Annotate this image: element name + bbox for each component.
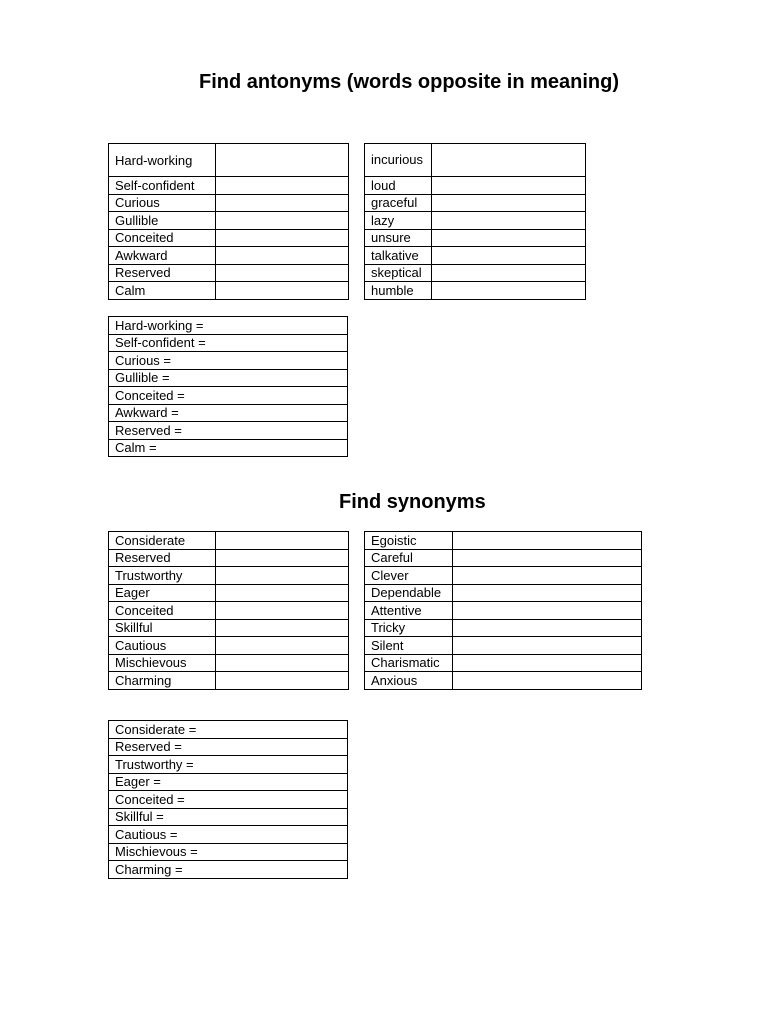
word-cell: humble <box>365 282 432 300</box>
table-row <box>365 567 642 585</box>
answer-cell[interactable] <box>432 212 586 230</box>
answer-cell[interactable] <box>453 584 642 602</box>
table-row <box>365 212 586 230</box>
answer-cell[interactable] <box>453 532 642 550</box>
fill-in-cell[interactable]: Hard-working = <box>109 317 348 335</box>
table-row <box>109 264 349 282</box>
synonyms-right-table <box>364 531 642 690</box>
word-cell: Self-confident <box>109 177 216 195</box>
word-cell: lazy <box>365 212 432 230</box>
table-row <box>109 317 348 335</box>
fill-in-cell[interactable]: Charming = <box>109 861 348 879</box>
word-cell: Egoistic <box>365 532 453 550</box>
antonyms-right-table <box>364 143 586 300</box>
word-cell: Mischievous <box>109 654 216 672</box>
table-row <box>109 738 348 756</box>
table-row <box>109 194 349 212</box>
table-row <box>109 212 349 230</box>
fill-in-cell[interactable]: Skillful = <box>109 808 348 826</box>
antonyms-fill-in-table <box>108 316 348 457</box>
word-cell: Dependable <box>365 584 453 602</box>
table-row <box>365 264 586 282</box>
answer-cell[interactable] <box>216 282 349 300</box>
answer-cell[interactable] <box>453 619 642 637</box>
word-cell: loud <box>365 177 432 195</box>
table-row <box>109 808 348 826</box>
table-row <box>109 756 348 774</box>
word-cell: unsure <box>365 229 432 247</box>
table-row <box>109 532 349 550</box>
word-cell: incurious <box>365 144 432 177</box>
word-cell: Silent <box>365 637 453 655</box>
word-cell: Trustworthy <box>109 567 216 585</box>
table-row <box>109 422 348 440</box>
answer-cell[interactable] <box>216 567 349 585</box>
fill-in-cell[interactable]: Curious = <box>109 352 348 370</box>
table-row <box>109 404 348 422</box>
antonyms-title: Find antonyms (words opposite in meaning) <box>199 71 620 93</box>
fill-in-cell[interactable]: Mischievous = <box>109 843 348 861</box>
table-row <box>109 387 348 405</box>
fill-in-cell[interactable]: Conceited = <box>109 791 348 809</box>
answer-cell[interactable] <box>216 144 349 177</box>
table-row <box>109 369 348 387</box>
table-row <box>109 177 349 195</box>
word-cell: Clever <box>365 567 453 585</box>
table-row <box>109 439 348 457</box>
fill-in-cell[interactable]: Reserved = <box>109 422 348 440</box>
word-cell: Anxious <box>365 672 453 690</box>
fill-in-cell[interactable]: Reserved = <box>109 738 348 756</box>
table-row <box>109 791 348 809</box>
word-cell: talkative <box>365 247 432 265</box>
word-cell: Reserved <box>109 264 216 282</box>
answer-cell[interactable] <box>432 282 586 300</box>
word-cell: Conceited <box>109 229 216 247</box>
synonyms-fill-in-table <box>108 720 348 879</box>
table-row <box>365 177 586 195</box>
table-row <box>109 654 349 672</box>
table-row <box>365 247 586 265</box>
fill-in-cell[interactable]: Trustworthy = <box>109 756 348 774</box>
table-row <box>109 334 348 352</box>
answer-cell[interactable] <box>216 212 349 230</box>
synonyms-left-table <box>108 531 349 690</box>
answer-cell[interactable] <box>453 654 642 672</box>
fill-in-cell[interactable]: Gullible = <box>109 369 348 387</box>
word-cell: Charismatic <box>365 654 453 672</box>
table-row <box>365 602 642 620</box>
word-cell: Calm <box>109 282 216 300</box>
answer-cell[interactable] <box>216 247 349 265</box>
table-row <box>109 549 349 567</box>
table-row <box>109 602 349 620</box>
table-row <box>109 567 349 585</box>
table-row <box>109 247 349 265</box>
word-cell: Awkward <box>109 247 216 265</box>
answer-cell[interactable] <box>216 619 349 637</box>
answer-cell[interactable] <box>216 549 349 567</box>
word-cell: Careful <box>365 549 453 567</box>
fill-in-cell[interactable]: Self-confident = <box>109 334 348 352</box>
answer-cell[interactable] <box>216 264 349 282</box>
table-row <box>109 826 348 844</box>
table-row <box>109 861 348 879</box>
table-row <box>365 584 642 602</box>
answer-cell[interactable] <box>432 144 586 177</box>
table-row <box>109 282 349 300</box>
word-cell: Considerate <box>109 532 216 550</box>
word-cell: Tricky <box>365 619 453 637</box>
table-row <box>365 672 642 690</box>
table-row <box>109 584 349 602</box>
word-cell: Charming <box>109 672 216 690</box>
answer-cell[interactable] <box>216 672 349 690</box>
answer-cell[interactable] <box>216 637 349 655</box>
fill-in-cell[interactable]: Conceited = <box>109 387 348 405</box>
table-row <box>365 532 642 550</box>
table-row <box>365 144 586 177</box>
answer-cell[interactable] <box>216 194 349 212</box>
answer-cell[interactable] <box>453 549 642 567</box>
answer-cell[interactable] <box>216 177 349 195</box>
synonyms-title: Find synonyms <box>339 491 486 513</box>
answer-cell[interactable] <box>216 602 349 620</box>
answer-cell[interactable] <box>432 247 586 265</box>
table-row <box>109 352 348 370</box>
table-row <box>109 721 348 739</box>
word-cell: Attentive <box>365 602 453 620</box>
word-cell: Eager <box>109 584 216 602</box>
table-row <box>109 773 348 791</box>
table-row <box>365 619 642 637</box>
word-cell: Reserved <box>109 549 216 567</box>
fill-in-cell[interactable]: Awkward = <box>109 404 348 422</box>
table-row <box>109 637 349 655</box>
word-cell: Cautious <box>109 637 216 655</box>
word-cell: Conceited <box>109 602 216 620</box>
table-row <box>365 282 586 300</box>
table-row <box>109 229 349 247</box>
word-cell: Curious <box>109 194 216 212</box>
answer-cell[interactable] <box>432 229 586 247</box>
answer-cell[interactable] <box>453 602 642 620</box>
antonyms-left-table <box>108 143 349 300</box>
word-cell: Gullible <box>109 212 216 230</box>
table-row <box>365 194 586 212</box>
word-cell: Skillful <box>109 619 216 637</box>
answer-cell[interactable] <box>432 177 586 195</box>
answer-cell[interactable] <box>216 532 349 550</box>
table-row <box>109 672 349 690</box>
word-cell: Hard-working <box>109 144 216 177</box>
table-row <box>109 144 349 177</box>
answer-cell[interactable] <box>216 584 349 602</box>
answer-cell[interactable] <box>216 229 349 247</box>
fill-in-cell[interactable]: Considerate = <box>109 721 348 739</box>
word-cell: skeptical <box>365 264 432 282</box>
fill-in-cell[interactable]: Cautious = <box>109 826 348 844</box>
answer-cell[interactable] <box>453 567 642 585</box>
table-row <box>365 637 642 655</box>
word-cell: graceful <box>365 194 432 212</box>
answer-cell[interactable] <box>432 264 586 282</box>
table-row <box>109 843 348 861</box>
answer-cell[interactable] <box>216 654 349 672</box>
fill-in-cell[interactable]: Eager = <box>109 773 348 791</box>
table-row <box>365 549 642 567</box>
answer-cell[interactable] <box>453 672 642 690</box>
answer-cell[interactable] <box>432 194 586 212</box>
table-row <box>365 654 642 672</box>
answer-cell[interactable] <box>453 637 642 655</box>
fill-in-cell[interactable]: Calm = <box>109 439 348 457</box>
table-row <box>109 619 349 637</box>
table-row <box>365 229 586 247</box>
